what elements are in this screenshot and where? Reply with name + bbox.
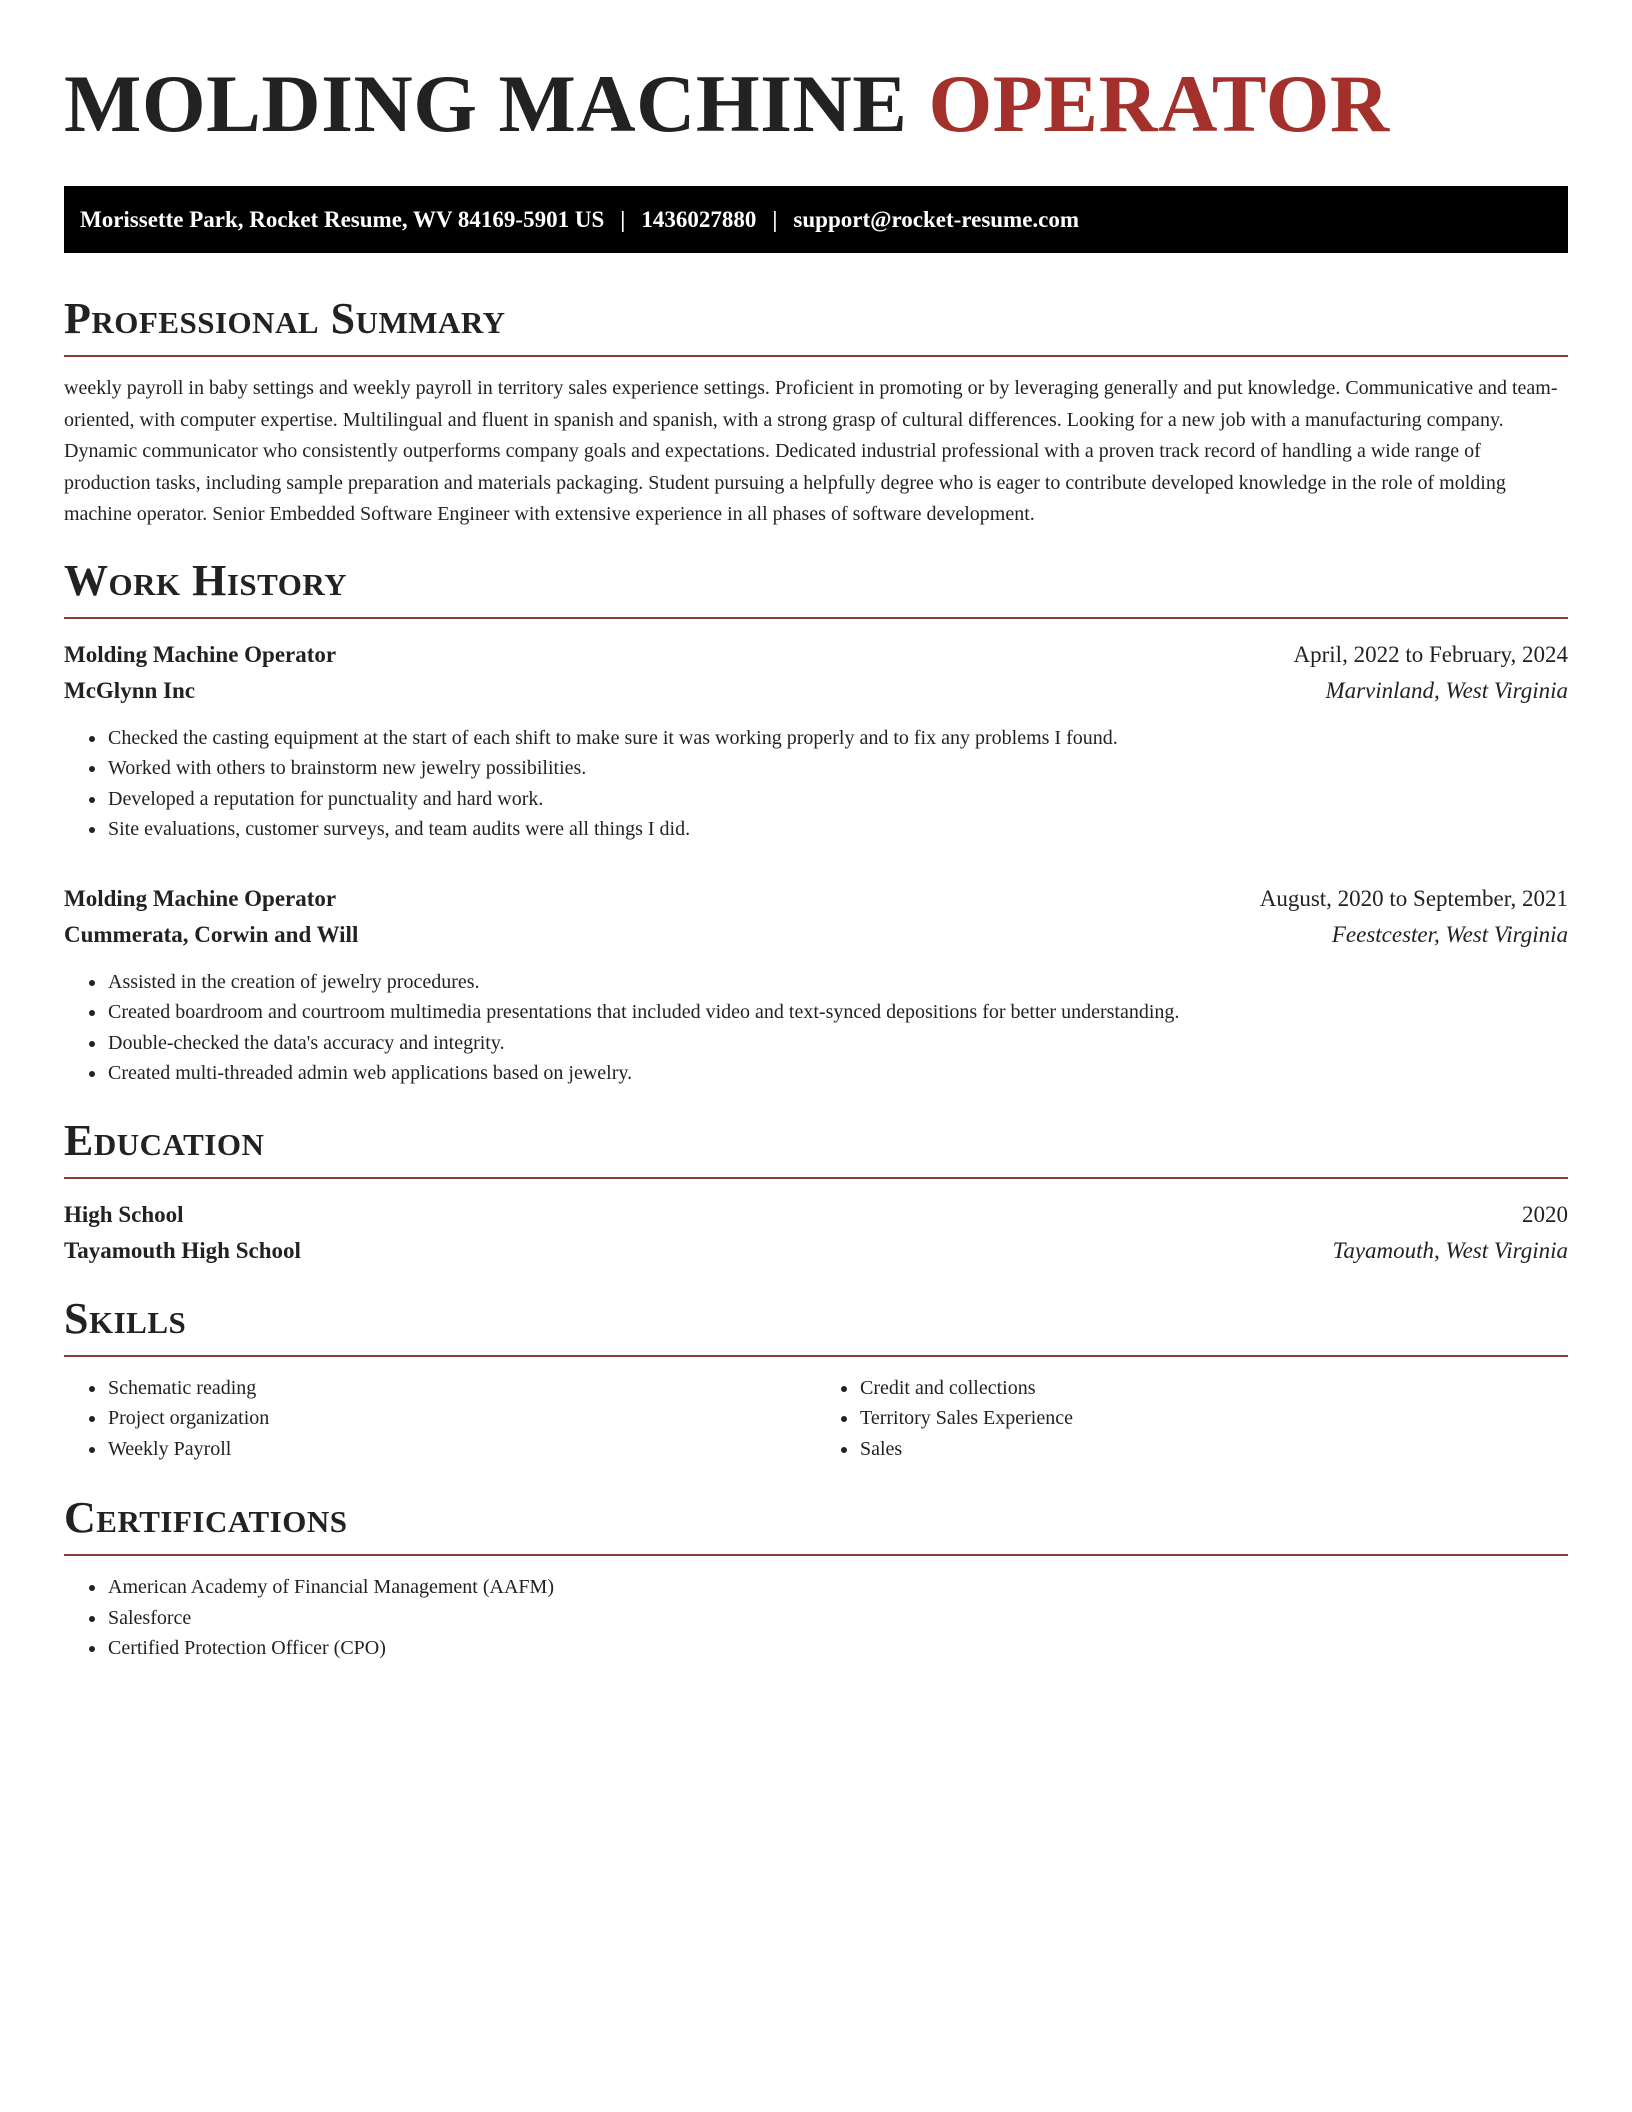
skills-grid: [64, 1373, 1568, 1465]
contact-address: Morissette Park, Rocket Resume, WV 84169-5901 US: [80, 206, 605, 232]
certification-item: • Salesforce: [107, 1603, 1568, 1634]
section-heading-summary: Professional Summary: [64, 294, 506, 343]
list-item: • Checked the casting equipment at the start of each shift to make sure it was working properly and to fix any problems I found.: [107, 723, 1568, 754]
education-location: Tayamouth, West Virginia: [1332, 1237, 1568, 1263]
list-item: • Created boardroom and courtroom multimedia presentations that included video and text-synced depositions for better understanding.: [107, 997, 1568, 1028]
job-dates: April, 2022 to February, 2024: [1293, 641, 1568, 667]
education-year: 2020: [1522, 1201, 1568, 1227]
skill-item: • Weekly Payroll: [107, 1434, 816, 1465]
skill-item: • Credit and collections: [859, 1373, 1568, 1404]
skill-item: • Sales: [859, 1434, 1568, 1465]
list-item: • Developed a reputation for punctuality and hard work.: [107, 784, 1568, 815]
skill-item: • Project organization: [107, 1403, 816, 1434]
section-heading-skills: Skills: [64, 1293, 187, 1343]
section-heading-certifications: Certifications: [64, 1493, 348, 1542]
section-divider: [64, 1554, 1568, 1556]
certification-item: • American Academy of Financial Management (AAFM): [107, 1572, 1568, 1603]
education-entry: [64, 1197, 1568, 1269]
section-heading-education: Education: [64, 1115, 265, 1165]
education-header-row: [64, 1197, 1568, 1233]
section-heading-work: Work History: [64, 555, 348, 605]
contact-phone: 1436027880: [641, 206, 757, 232]
job-header-row: [64, 881, 1568, 917]
skill-item: • Territory Sales Experience: [859, 1403, 1568, 1434]
job-company: Cummerata, Corwin and Will: [64, 921, 359, 947]
job-title: Molding Machine Operator: [64, 641, 337, 667]
list-item: • Assisted in the creation of jewelry procedures.: [107, 967, 1568, 998]
contact-email: support@rocket-resume.com: [793, 206, 1080, 232]
job-entry: [64, 637, 1568, 845]
section-divider: [64, 1355, 1568, 1357]
education-section: [64, 1115, 1568, 1269]
job-company: McGlynn Inc: [64, 677, 195, 703]
summary-text: weekly payroll in baby settings and weekly payroll in territory sales experience settings. Proficient in promoting or by leveraging generally and put knowledge. Communicative and team-oriented, with computer expertise. Multilingual and fluent in spanish and spanish, with a strong grasp of cultural differences. Looking for a new job with a manufacturing company. Dynamic communicator who consistently outperforms company goals and expectations. Dedicated industrial professional with a proven track record of handling a wide range of production tasks, including sample preparation and materials packaging. Student pursuing a helpfully degree who is eager to contribute developed knowledge in the role of molding machine operator. Senior Embedded Software Engineer with extensive experience in all phases of software development.: [64, 377, 1558, 525]
list-item: • Worked with others to brainstorm new jewelry possibilities.: [107, 753, 1568, 784]
job-entry: [64, 881, 1568, 1089]
job-company-row: [64, 673, 1568, 709]
work-history-section: [64, 555, 1568, 1089]
title-accent: OPERATOR: [928, 58, 1390, 149]
list-item: • Site evaluations, customer surveys, and team audits were all things I did.: [107, 814, 1568, 845]
job-company-row: [64, 917, 1568, 953]
resume-title: [64, 56, 1568, 152]
contact-separator: |: [772, 206, 778, 232]
job-location: Marvinland, West Virginia: [1325, 677, 1568, 703]
education-school: Tayamouth High School: [64, 1237, 301, 1263]
skills-column-left: [64, 1373, 816, 1465]
certifications-list: [64, 1572, 1568, 1664]
job-dates: August, 2020 to September, 2021: [1259, 885, 1568, 911]
section-divider: [64, 355, 1568, 357]
section-divider: [64, 1177, 1568, 1179]
education-degree: High School: [64, 1201, 184, 1227]
contact-separator: |: [620, 206, 626, 232]
certifications-section: [64, 1492, 1568, 1664]
job-title: Molding Machine Operator: [64, 885, 337, 911]
contact-bar: [64, 186, 1568, 253]
title-main: MOLDING MACHINE: [64, 58, 908, 149]
job-header-row: [64, 637, 1568, 673]
skills-section: [64, 1293, 1568, 1465]
section-divider: [64, 617, 1568, 619]
skills-column-right: [816, 1373, 1568, 1465]
job-bullets: [64, 723, 1568, 845]
education-school-row: [64, 1233, 1568, 1269]
job-bullets: [64, 967, 1568, 1089]
job-location: Feestcester, West Virginia: [1331, 921, 1568, 947]
certification-item: • Certified Protection Officer (CPO): [107, 1633, 1568, 1664]
list-item: • Created multi-threaded admin web applications based on jewelry.: [107, 1058, 1568, 1089]
skill-item: • Schematic reading: [107, 1373, 816, 1404]
summary-section: [64, 293, 1568, 531]
list-item: • Double-checked the data's accuracy and integrity.: [107, 1028, 1568, 1059]
